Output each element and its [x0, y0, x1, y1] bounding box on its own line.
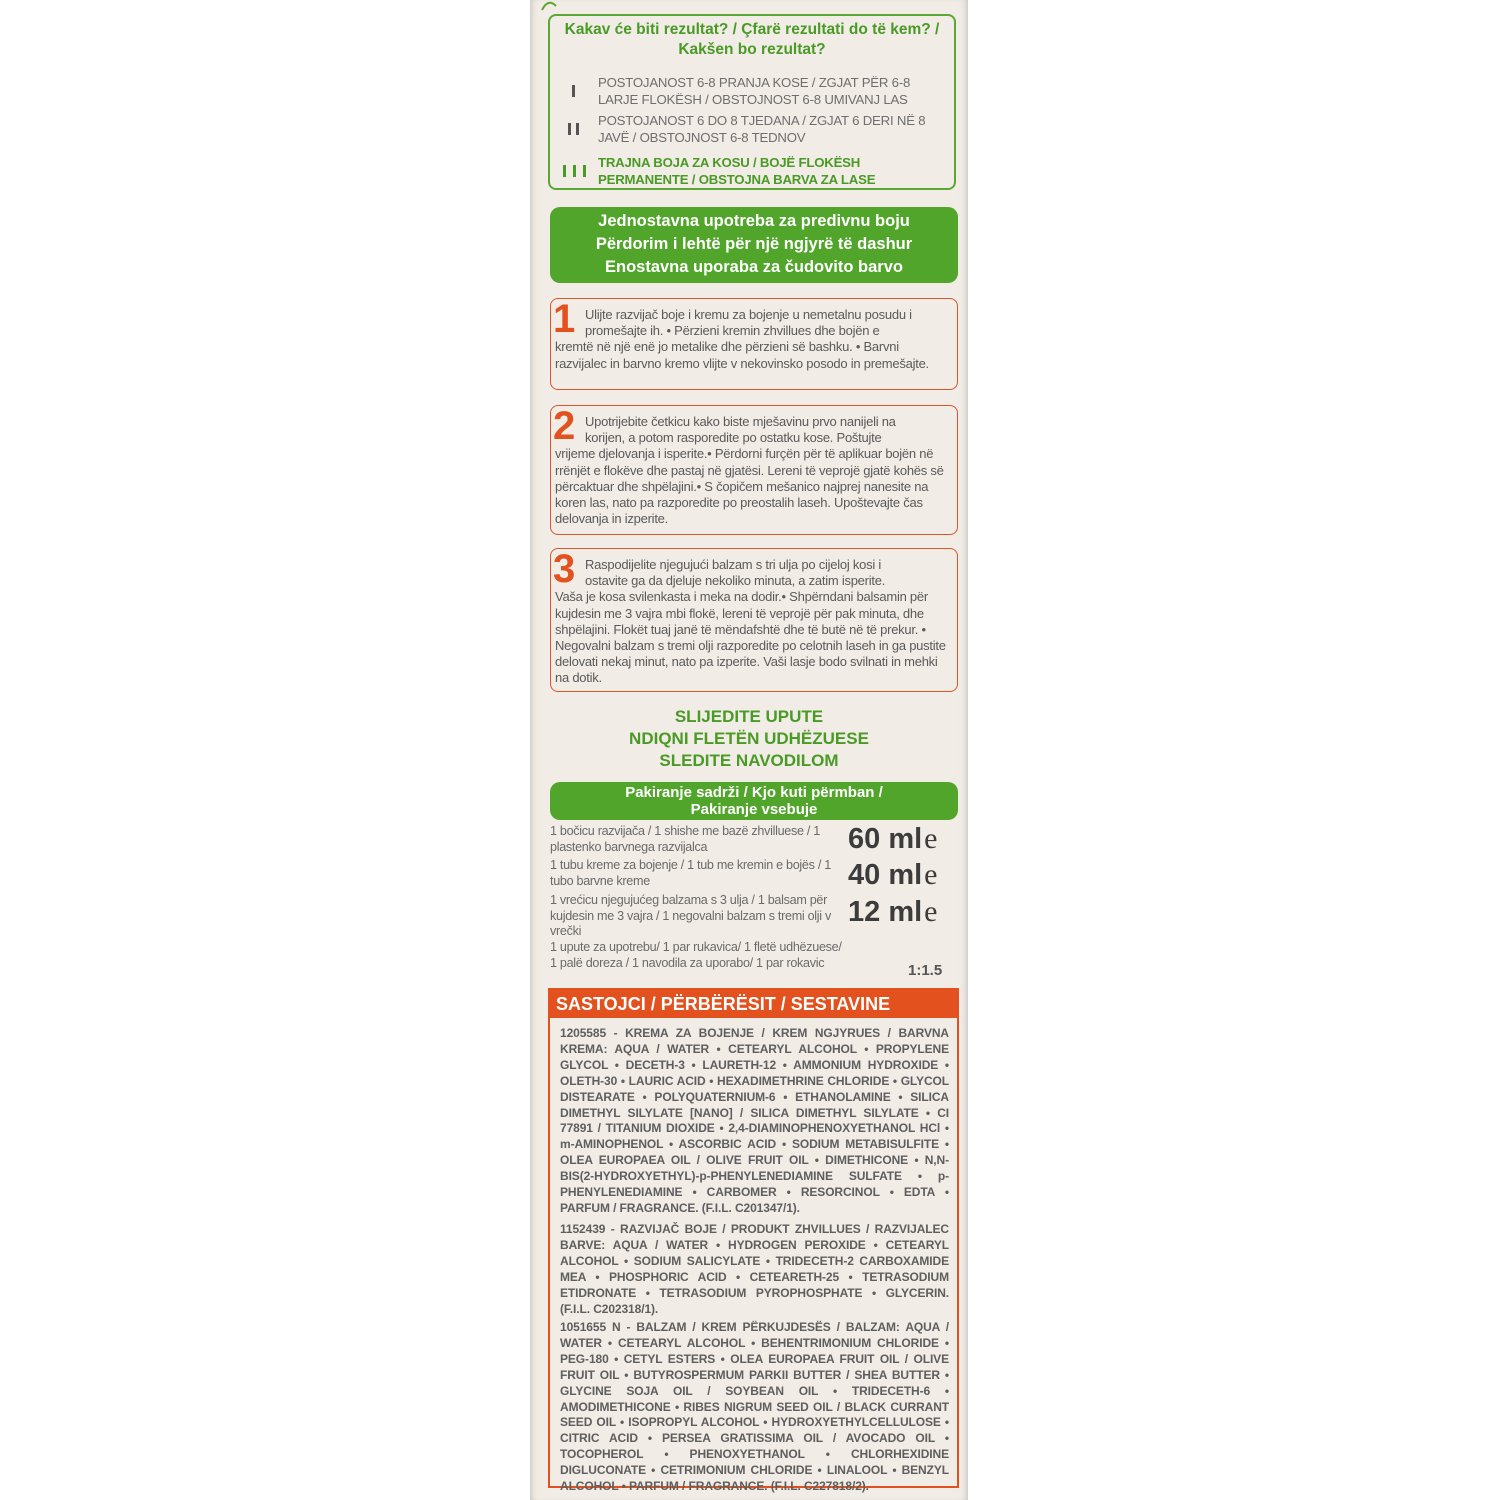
result-text-highlighted: TRAJNA BOJA ZA KOSU / BOJË FLOKËSH PERMANENTE / OBSTOJNA BARVA ZA LASE	[598, 155, 876, 187]
step-number: 1	[553, 297, 576, 341]
usage-header-line: Përdorim i lehtë për një ngjyrë të dashur	[595, 235, 913, 253]
package-item-1	[550, 824, 960, 858]
ingredients-title: SASTOJCI / PËRBËRËSIT / SESTAVINE	[550, 990, 957, 1018]
usage-header	[550, 207, 958, 283]
usage-header-line: Enostavna uporaba za čudovito barvo	[605, 258, 903, 276]
package-item-quantity: 12 mle	[848, 895, 938, 928]
estimated-sign-icon: e	[924, 858, 938, 891]
package-item-4	[550, 940, 960, 979]
result-text: POSTOJANOST 6 DO 8 TJEDANA / ZGJAT 6 DERI NË 8 JAVË / OBSTOJNOST 6-8 TEDNOV	[598, 113, 926, 145]
package-item-text: 1 vrećicu njegujućeg balzama s 3 ulja / 1 balsam për kujdesin me 3 vajra / 1 negovalni balzam s tremi olji v vrečki	[550, 893, 831, 938]
triple-bar-icon	[556, 162, 588, 180]
single-bar-icon	[562, 82, 586, 100]
ingredients-block-colour-cream: 1205585 - KREMA ZA BOJENJE / KREM NGJYRUES / BARVNA KREMA: AQUA / WATER • CETEARYL ALCOHOL • PROPYLENE GLYCOL • DECETH-3 • LAURETH-12 • AMMONIUM HYDROXIDE • OLETH-30 • LAURIC ACID • HEXADIMETHRINE CHLORIDE • GLYCOL DISTEARATE • POLYQUATERNIUM-6 • ETHANOLAMINE • SILICA DIMETHYL SILYLATE [NANO] / SILICA DIMETHYL SILYLATE • CI 77891 / TITANIUM DIOXIDE • 2,4-DIAMINOPHENOXYETHANOL HCl • m-AMINOPHENOL • ASCORBIC ACID • SODIUM METABISULFITE • OLEA EUROPAEA OIL / OLIVE FRUIT OIL • DIMETHICONE • N,N-BIS(2-HYDROXYETHYL)-p-PHENYLENEDIAMINE SULFATE • p-PHENYLENEDIAMINE • CARBOMER • RESORCINOL • EDTA • PARFUM / FRAGRANCE. (F.I.L. C201347/1).	[560, 1026, 949, 1215]
step-box-3	[550, 548, 958, 692]
double-bar-icon	[562, 120, 586, 138]
background-left	[0, 0, 530, 1500]
ingredients-block-conditioner: 1051655 N - BALZAM / KREM PËRKUJDESËS / BALZAM: AQUA / WATER • CETEARYL ALCOHOL • BEHENTRIMONIUM CHLORIDE • PEG-180 • CETYL ESTERS • OLEA EUROPAEA FRUIT OIL / OLIVE FRUIT OIL • BUTYROSPERMUM PARKII BUTTER / SHEA BUTTER • GLYCINE SOJA OIL / SOYBEAN OIL • TRIDECETH-6 • AMODIMETHICONE • RIBES NIGRUM SEED OIL / BLACK CURRANT SEED OIL • ISOPROPYL ALCOHOL • HYDROXYETHYLCELLULOSE • CITRIC ACID • PERSEA GRATISSIMA OIL / AVOCADO OIL • TOCOPHEROL • PHENOXYETHANOL • CHLORHEXIDINE DIGLUCONATE • CETRIMONIUM CHLORIDE • LINALOOL • BENZYL ALCOHOL • PARFUM / FRAGRANCE. (F.I.L. C227818/2).	[560, 1320, 949, 1494]
package-item-3	[550, 893, 960, 939]
package-item-quantity: 40 mle	[848, 858, 938, 891]
package-header-line: Pakiranje vsebuje	[690, 801, 818, 818]
follow-instructions	[530, 706, 968, 772]
follow-line: NDIQNI FLETËN UDHËZUESE	[629, 729, 869, 748]
step-number: 2	[553, 404, 576, 448]
step-box-2	[550, 405, 958, 535]
leaf-decoration-icon	[540, 0, 660, 14]
package-header-line: Pakiranje sadrži / Kjo kuti përmban /	[625, 784, 883, 801]
package-item-text: 1 tubu kreme za bojenje / 1 tub me kremin e bojës / 1 tubo barvne kreme	[550, 858, 831, 888]
step-number: 3	[553, 547, 576, 591]
estimated-sign-icon: e	[924, 822, 938, 855]
results-title: Kakav će biti rezultat? / Çfarë rezultati do të kem? / Kakšen bo rezultat?	[564, 21, 940, 58]
step-text: Upotrijebite četkicu kako biste mješavinu prvo nanijeli na korijen, a potom rasporedite po ostatku kose. Poštujte vrijeme djelovanja i isperite.• Përdorni furçën për të aplikuar bojën në rrënjët e flokëve dhe pastaj në gjatësi. Lereni të veprojë gjatë kohës së përcaktuar dhe shpëlajini.• S čopičem mešanico najprej nanesite na koren las, nato pa razporedite po preostalih laseh. Upoštevajte čas delovanja in izperite.	[555, 414, 944, 527]
mixing-ratio: 1:1.5	[908, 962, 943, 979]
package-item-quantity: 60 mle	[848, 822, 938, 855]
result-text: POSTOJANOST 6-8 PRANJA KOSE / ZGJAT PËR 6-8 LARJE FLOKËSH / OBSTOJNOST 6-8 UMIVANJ LAS	[598, 75, 911, 107]
package-item-2	[550, 858, 960, 892]
results-box	[548, 14, 956, 190]
step-text: Raspodijelite njegujući balzam s tri ulja po cijeloj kosi i ostavite ga da djeluje nekoliko minuta, a zatim isperite. Vaša je kosa svilenkasta i meka na dodir.• Shpërndani balsamin për kujdesin me 3 vajra mbi flokë, lereni të veprojë për pak minuta, dhe shpëlajini. Flokët tuaj janë të mëndafshtë dhe të butë në të prekur. • Negovalni balzam s tremi olji razporedite po celotnih laseh in ga pustite delovati nekaj minut, nato pa izperite. Vaši lasje bodo svilnati in mehki na dotik.	[555, 557, 946, 686]
estimated-sign-icon: e	[924, 895, 938, 928]
follow-line: SLIJEDITE UPUTE	[674, 707, 824, 726]
package-side-panel	[530, 0, 968, 1500]
ingredients-box	[548, 988, 959, 1494]
background-right	[968, 0, 1500, 1500]
follow-line: SLEDITE NAVODILOM	[659, 751, 839, 770]
usage-header-line: Jednostavna upotreba za predivnu boju	[598, 212, 910, 230]
step-box-1	[550, 298, 958, 390]
package-header	[550, 782, 958, 820]
package-item-text: 1 bočicu razvijača / 1 shishe me bazë zhvilluese / 1 plastenko barvnega razvijalca	[550, 824, 821, 854]
ingredients-block-developer: 1152439 - RAZVIJAČ BOJE / PRODUKT ZHVILLUES / RAZVIJALEC BARVE: AQUA / WATER • HYDROGEN PEROXIDE • CETEARYL ALCOHOL • SODIUM SALICYLATE • TRIDECETH-2 CARBOXAMIDE MEA • PHOSPHORIC ACID • CETEARETH-25 • TETRASODIUM ETIDRONATE • TETRASODIUM PYROPHOSPHATE • GLYCERIN. (F.I.L. C202318/1).	[560, 1222, 949, 1316]
step-text: Ulijte razvijač boje i kremu za bojenje u nemetalnu posudu i promešajte ih. • Përzieni kremin zhvillues dhe bojën e kremtë në një enë jo metalike dhe përzieni së bashku. • Barvni razvijalec in barvno kremo vlijte v nekovinsko posodo in premešajte.	[555, 307, 929, 371]
package-item-text: 1 upute za upotrebu/ 1 par rukavica/ 1 fletë udhëzuese/ 1 palë doreza / 1 navodila za uporabo/ 1 par rokavic	[550, 940, 842, 970]
